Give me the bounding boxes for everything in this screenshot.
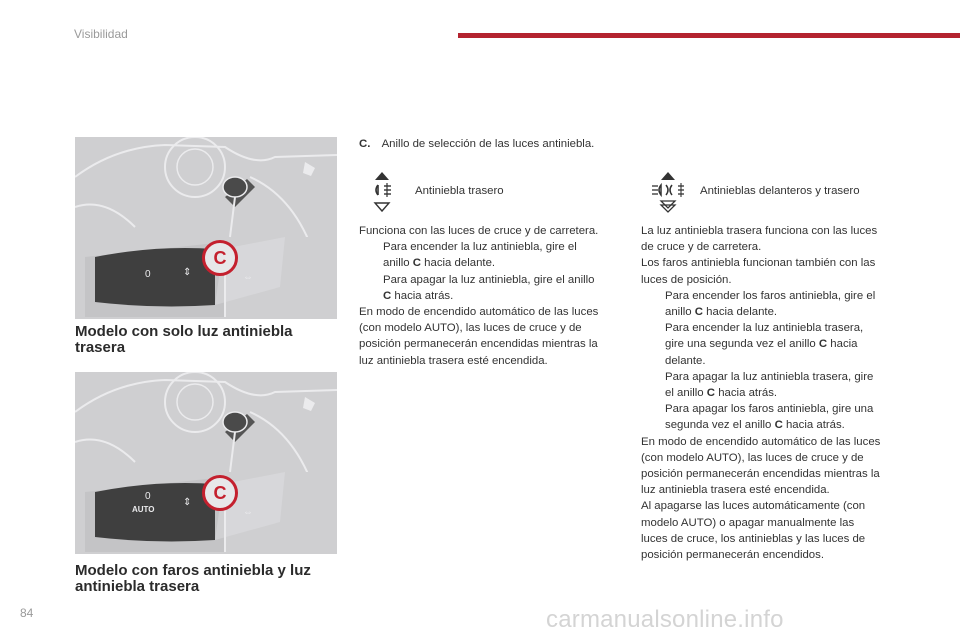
list-item: Para apagar los faros antiniebla, gire una segunda vez el anillo C hacia atrás. [665,403,874,432]
svg-text:0: 0 [145,491,151,502]
intro-text: Anillo de selección de las luces antiniebla. [381,138,595,150]
right-lead-line: La luz antiniebla trasera funciona con las luces [641,225,878,237]
right-paragraph-line: posición permanecerán encendidos. [641,549,825,562]
right-paragraph-line: luces de cruce, los antinieblas y las luces de [641,532,866,545]
ring-c-marker: C [202,240,238,276]
list-item: Para apagar la luz antiniebla, gire el anillo C hacia atrás. [383,273,595,302]
page-number: 84 [20,606,34,620]
left-paragraph-line: En modo de encendido automático de las luces [359,306,599,319]
figure-rear-fog-control [75,137,337,319]
list-item: Para encender la luz antiniebla, gire el anillo C hacia delante. [383,241,577,270]
figure-2-caption: Modelo con faros antiniebla y luz antiniebla trasera [75,562,311,595]
left-lead: Funciona con las luces de cruce y de carretera. [359,225,599,237]
left-paragraph-line: posición permanecerán encendidas mientras la [359,338,598,351]
front-rear-fog-instructions [641,223,921,563]
watermark: carmanualsonline.info [546,606,784,633]
svg-text:⇔: ⇔ [243,507,253,518]
right-paragraph-line: Al apagarse las luces automáticamente (con [641,500,866,513]
svg-text:⇔: ⇔ [243,272,253,283]
right-paragraph-line: luz antiniebla trasera esté encendida. [641,484,830,497]
right-lead-line: Los faros antiniebla funcionan también con las [641,257,876,270]
section-title: Visibilidad [74,27,128,41]
intro-label: C. [359,138,371,150]
right-paragraph-line: modelo AUTO) o apagar manualmente las [641,516,855,529]
svg-text:⇕: ⇕ [183,267,192,278]
figure-front-rear-fog-control [75,372,337,554]
list-item: Para encender la luz antiniebla trasera, gire una segunda vez el anillo C hacia delante. [665,322,864,367]
right-paragraph-line: (con modelo AUTO), las luces de cruce y de [641,451,864,464]
rear-fog-instructions [359,223,624,369]
ring-c-marker: C [202,475,238,511]
right-paragraph-line: posición permanecerán encendidas mientras la [641,468,880,481]
figure-1-caption: Modelo con solo luz antiniebla trasera [75,323,293,356]
header-accent-bar [458,33,960,38]
rear-fog-label: Antiniebla trasero [415,185,504,197]
auto-label: AUTO [132,505,155,514]
list-item: Para encender los faros antiniebla, gire el anillo C hacia delante. [665,289,876,319]
front-rear-fog-label: Antinieblas delanteros y trasero [700,185,860,197]
right-lead-line: de cruce y de carretera. [641,241,762,254]
left-paragraph-line: luz antiniebla trasera esté encendida. [359,354,548,367]
left-paragraph-line: (con modelo AUTO), las luces de cruce y de [359,322,582,335]
right-lead-line: luces de posición. [641,273,732,286]
ring-c-description [359,136,659,152]
front-and-rear-fog-lights-icon [650,170,686,214]
right-paragraph-line: En modo de encendido automático de las luces [641,435,881,448]
svg-text:0: 0 [145,269,151,280]
list-item: Para apagar la luz antiniebla trasera, gire el anillo C hacia atrás. [665,370,874,400]
rear-fog-light-icon [370,170,394,214]
svg-text:⇕: ⇕ [183,497,192,508]
